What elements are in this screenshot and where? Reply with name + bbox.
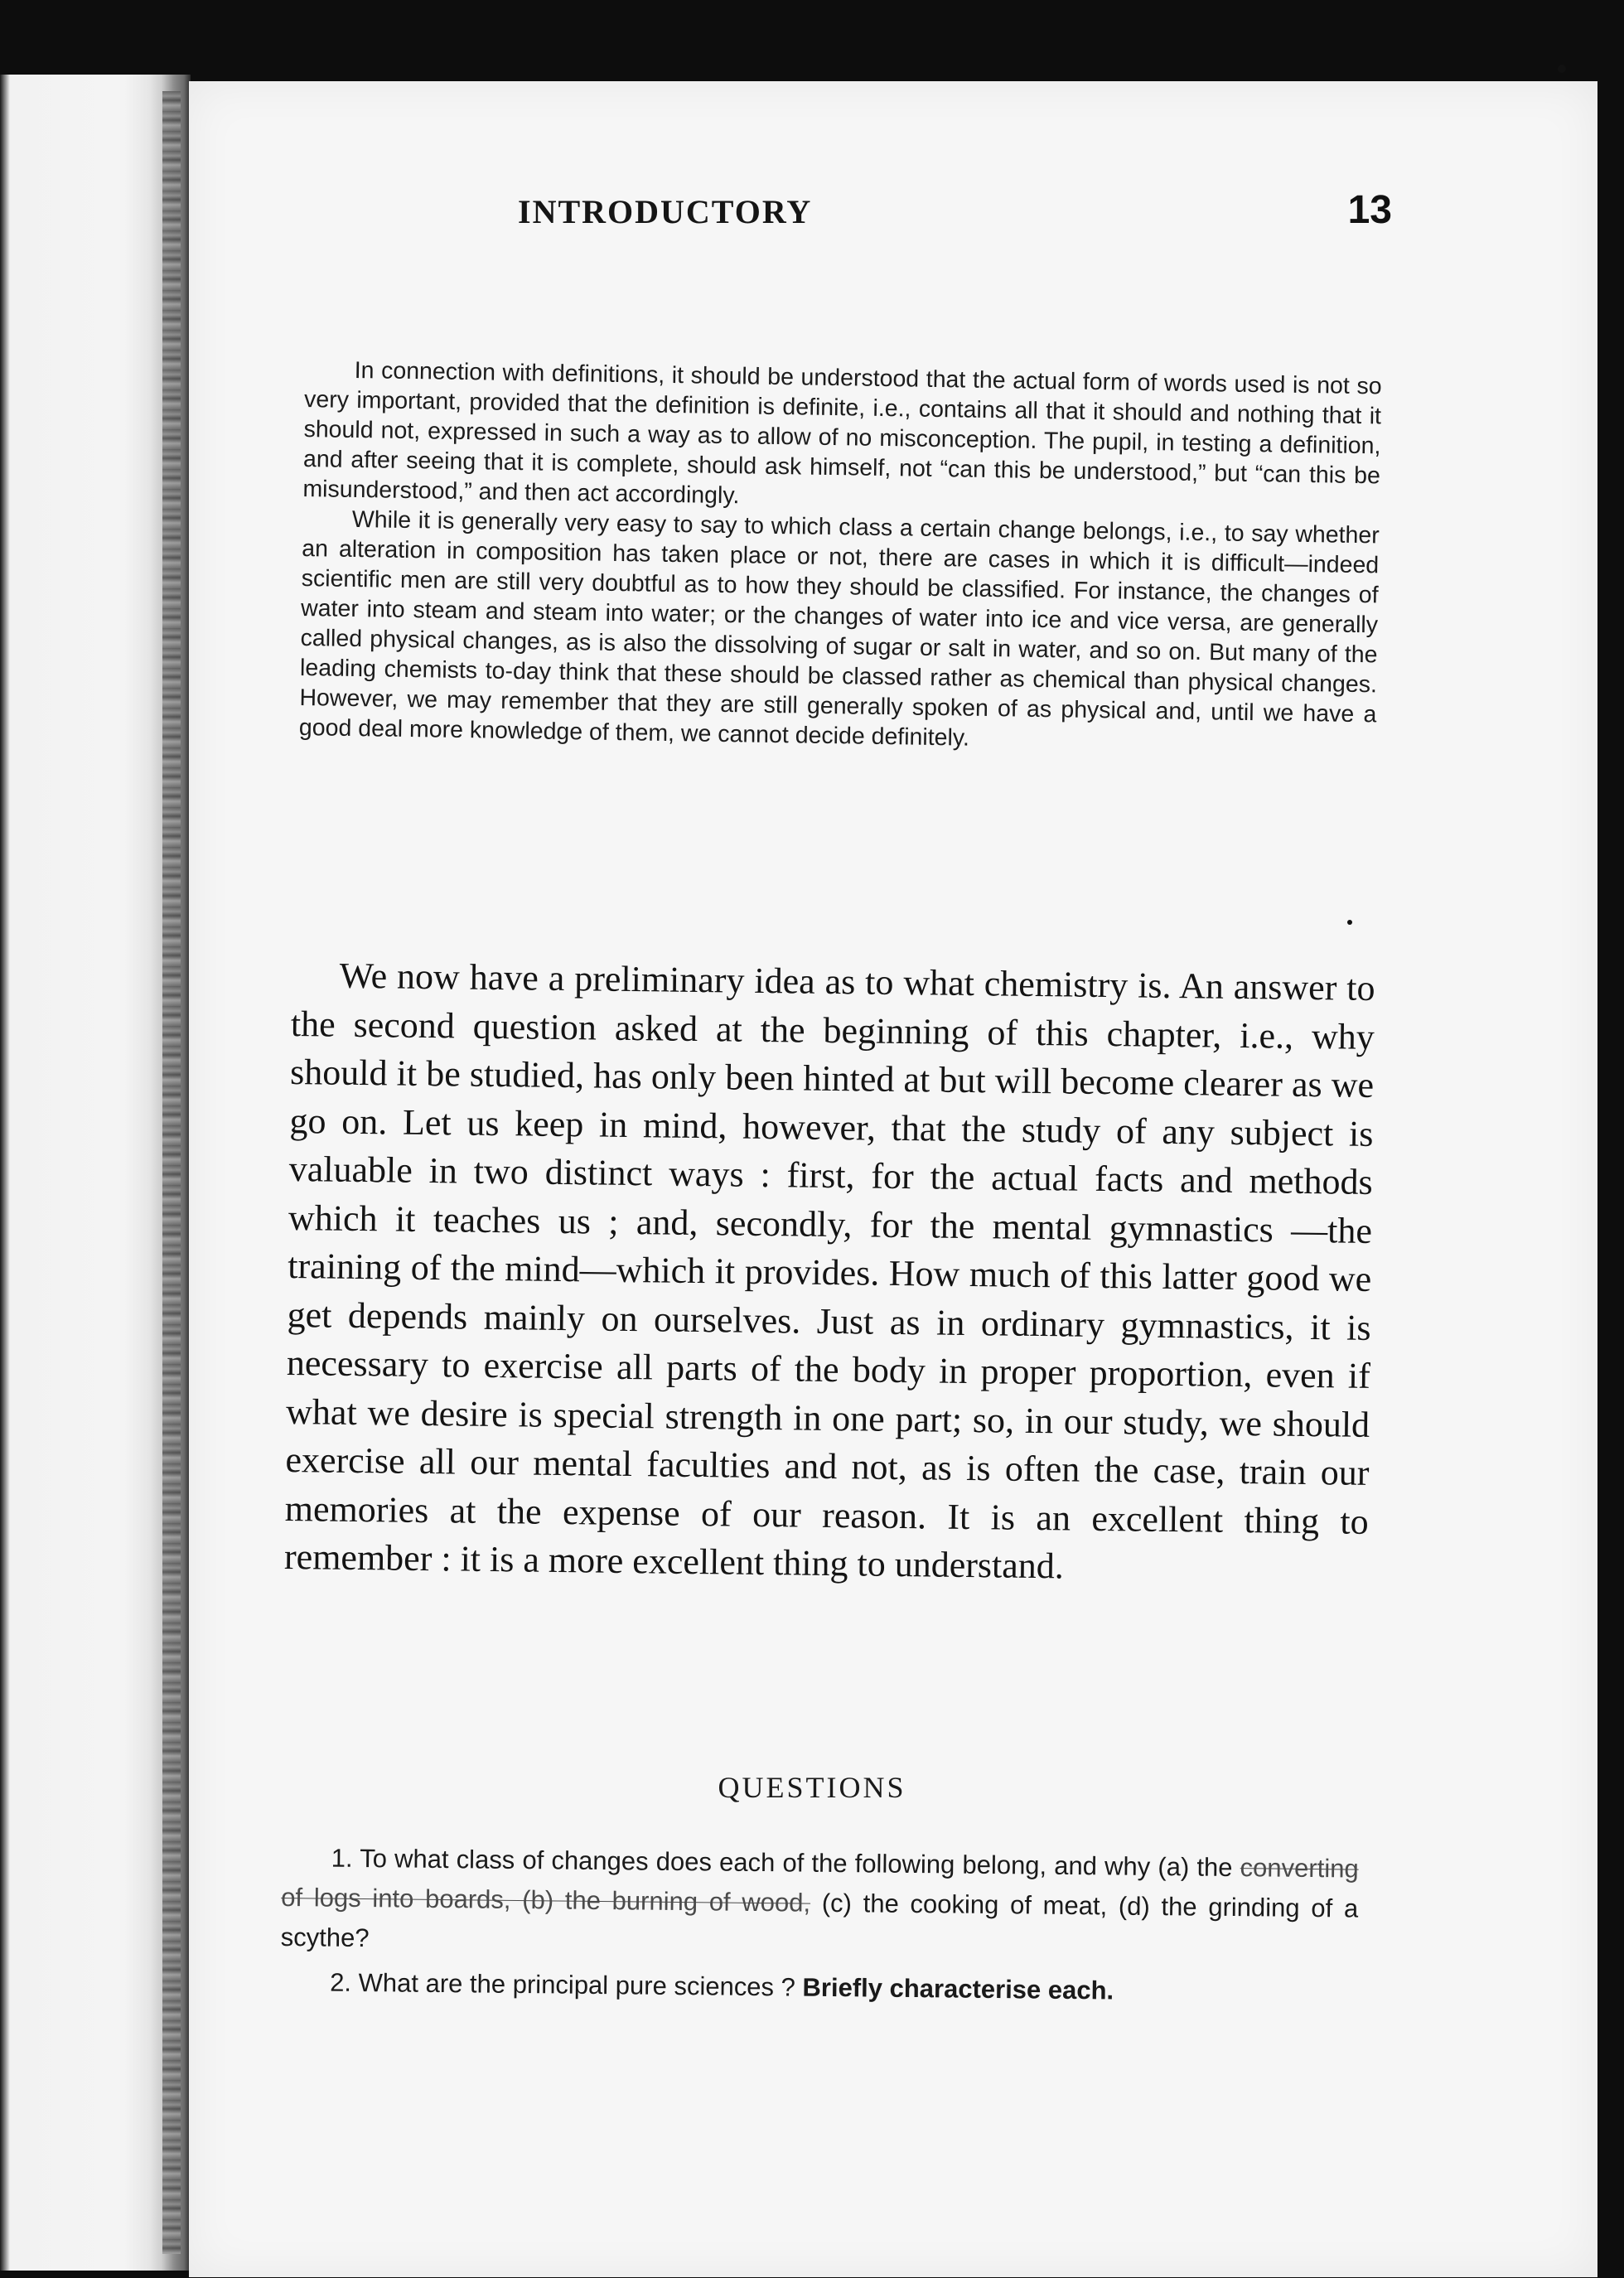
scan-speck bbox=[1347, 920, 1352, 925]
question-1-start: 1. To what class of changes does each of the following belong, and why (a) the bbox=[331, 1843, 1240, 1883]
definition-paragraph: In connection with definitions, it should be understood that the actual form of words used is not so very important, provided that the definition is definite, i.e., contains all that it should and nothing that it should not, expressed in such a way as to allow of no misconception. The pupil, in testing a definition, and after seeing that it is complete, should ask himself, not “can this be understood,” but “can this be misunderstood,” and then act accordingly. bbox=[302, 356, 1382, 510]
main-text bbox=[284, 951, 1375, 1594]
question-2-start: 2. What are the principal pure sciences ? bbox=[329, 1967, 803, 2002]
main-paragraph: We now have a preliminary idea as to what chemistry is. An answer to the second question asked at the beginning of this chapter, i.e., why should it be studied, has only been hinted at but will become clearer as we go on. Let us keep in mind, however, that the study of any subject is valuable in two distinct ways : first, for the actual facts and methods which it teaches us ; and, secondly, for the mental gymnastics —the training of the mind—which it provides. How much of this latter good we get depends mainly on ourselves. Just as in ordinary gymnastics, it is necessary to exercise all parts of the body in proper proportion, even if what we desire is special strength in one part; so, in our study, we should exercise all our mental faculties and not, as is often the case, train our memories at the expense of our reason. It is an excellent thing to remember : it is a more excellent thing to understand. bbox=[283, 955, 1375, 1587]
running-title: INTRODUCTORY bbox=[518, 193, 813, 230]
book-binding bbox=[162, 91, 181, 2254]
page-header bbox=[518, 188, 1392, 250]
small-print-note bbox=[299, 355, 1382, 759]
question-2 bbox=[280, 1962, 1357, 2014]
page-number: 13 bbox=[1347, 188, 1392, 232]
questions-heading: QUESTIONS bbox=[718, 1771, 906, 1804]
question-2-bold-text: Briefly characterise each. bbox=[802, 1972, 1114, 2005]
question-1-end: (c) the cooking of meat, (d) the grinding of a scythe? bbox=[280, 1888, 1359, 1953]
classification-paragraph: While it is generally very easy to say to which class a certain change belongs, i.e., to say whether an alteration in composition has taken place or not, there are cases in which it is difficult—indeed scientific men are still very doubtful as to how they should be classified. For instance, the changes of water into steam and steam into water; or the changes of water into ice and vice versa, are generally called physical changes, as is also the dissolving of sugar or salt in water, and so on. But many of the leading chemists to-day think that these should be classed rather as chemical than physical changes. However, we may remember that they are still generally spoken of as physical and, until we have a good deal more knowledge of them, we cannot decide definitely. bbox=[298, 505, 1380, 752]
scan-speck bbox=[1558, 65, 1566, 73]
question-1-struck-text: converting of logs into boards, (b) the burning of wood, bbox=[281, 1853, 1359, 1918]
questions-list bbox=[280, 1838, 1359, 2019]
question-1 bbox=[280, 1838, 1358, 1969]
